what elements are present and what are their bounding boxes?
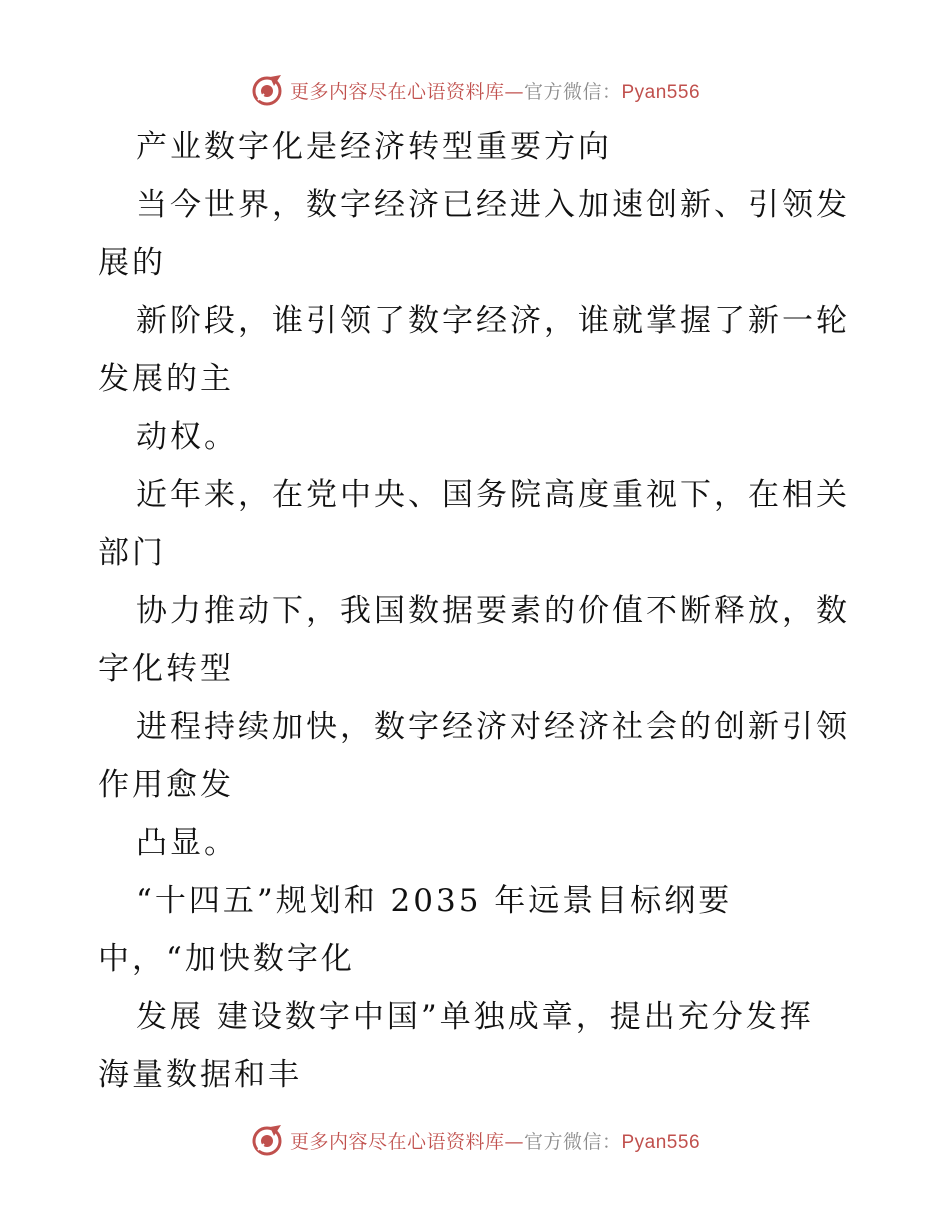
watermark-text <box>290 1127 700 1154</box>
text-line: 海量数据和丰 <box>98 1057 302 1093</box>
text-line: 发展的主 <box>98 361 234 397</box>
text-line: 产业数字化是经济转型重要方向 <box>136 129 612 165</box>
watermark-sub-text: 官方微信： <box>523 1130 622 1153</box>
text-line: 进程持续加快，数字经济对经济社会的创新引领 <box>136 709 850 745</box>
watermark-main-text: 更多内容尽在心语资料库 <box>289 1130 505 1153</box>
watermark-sub-text: 官方微信： <box>523 80 622 103</box>
text-line: 部门 <box>98 535 166 571</box>
document-body <box>98 118 858 1104</box>
text-line: 协力推动下，我国数据要素的价值不断释放，数 <box>136 593 850 629</box>
text-line: 当今世界，数字经济已经进入加速创新、引领发 <box>136 187 850 223</box>
text-line: 作用愈发 <box>98 767 234 803</box>
watermark-id: Pyan556 <box>621 1131 701 1153</box>
text-line: 新阶段，谁引领了数字经济，谁就掌握了新一轮 <box>136 303 850 339</box>
text-line: 凸显。 <box>136 825 238 861</box>
text-line: 发展 建设数字中国”单独成章，提出充分发挥 <box>136 999 814 1035</box>
text-line: 近年来，在党中央、国务院高度重视下，在相关 <box>136 477 850 513</box>
quill-logo-icon <box>250 1123 284 1157</box>
watermark-footer <box>0 1120 950 1160</box>
watermark-header <box>0 70 950 110</box>
text-line: 展的 <box>98 245 166 281</box>
text-line: 中，“加快数字化 <box>98 941 355 977</box>
watermark-main-text: 更多内容尽在心语资料库 <box>289 80 505 103</box>
quill-logo-icon <box>250 73 284 107</box>
text-line: 字化转型 <box>98 651 234 687</box>
watermark-dash: — <box>504 1130 524 1153</box>
watermark-id: Pyan556 <box>621 81 701 103</box>
text-line: 动权。 <box>136 419 238 455</box>
text-line: “十四五”规划和 2035 年远景目标纲要 <box>136 883 733 919</box>
watermark-text <box>290 77 700 104</box>
watermark-dash: — <box>504 80 524 103</box>
